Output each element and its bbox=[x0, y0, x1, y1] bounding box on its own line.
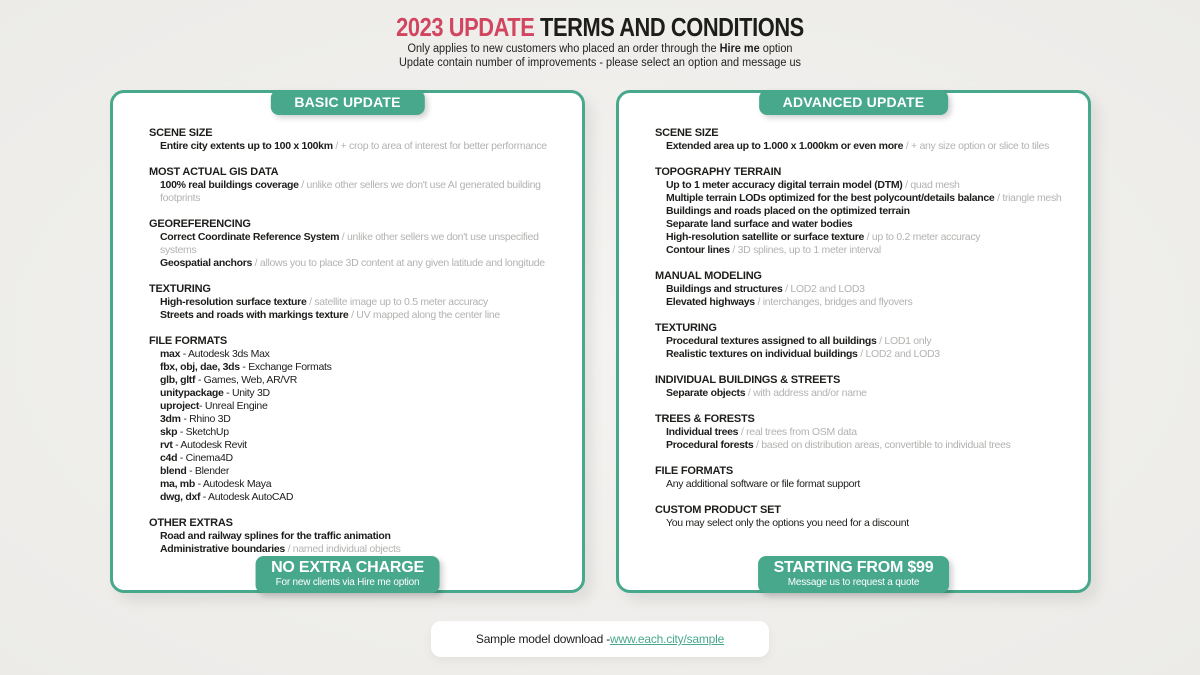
feature-item: Any additional software or file format support bbox=[666, 478, 860, 490]
advanced-update-panel bbox=[616, 90, 1091, 593]
basic-update-content bbox=[113, 93, 582, 556]
section-heading: INDIVIDUAL BUILDINGS & STREETS bbox=[655, 374, 841, 386]
feature-item: Up to 1 meter accuracy digital terrain model (DTM) / quad mesh bbox=[666, 179, 960, 191]
hire-me-emphasis: Hire me bbox=[719, 43, 760, 55]
section-heading: OTHER EXTRAS bbox=[149, 517, 233, 529]
feature-item: Road and railway splines for the traffic animation bbox=[160, 530, 391, 542]
feature-item: Individual trees / real trees from OSM data bbox=[666, 426, 857, 438]
feature-item: glb, gltf - Games, Web, AR/VR bbox=[160, 374, 297, 386]
feature-item: Buildings and roads placed on the optimized terrain bbox=[666, 205, 910, 217]
page-title-accent: 2023 UPDATE bbox=[396, 12, 535, 42]
section-heading: SCENE SIZE bbox=[655, 127, 719, 139]
feature-item: 3dm - Rhino 3D bbox=[160, 413, 231, 425]
feature-item: Streets and roads with markings texture / UV mapped along the center line bbox=[160, 309, 500, 321]
section-heading: GEOREFERENCING bbox=[149, 218, 251, 230]
feature-item: fbx, obj, dae, 3ds - Exchange Formats bbox=[160, 361, 332, 373]
feature-item: Administrative boundaries / named individual objects bbox=[160, 543, 401, 555]
feature-item: Extended area up to 1.000 x 1.000km or even more / + any size option or slice to tiles bbox=[666, 140, 1050, 152]
feature-item: Geospatial anchors / allows you to place 3D content at any given latitude and longitude bbox=[160, 257, 545, 269]
advanced-update-price-badge bbox=[758, 556, 950, 593]
section-heading: FILE FORMATS bbox=[149, 335, 228, 347]
feature-item: uproject- Unreal Engine bbox=[160, 400, 268, 412]
page-header bbox=[0, 12, 1200, 70]
advanced-update-badge: ADVANCED UPDATE bbox=[759, 90, 949, 115]
sample-download-label: Sample model download - bbox=[475, 632, 611, 646]
subtitle-line-1 bbox=[30, 43, 1170, 57]
section-other-extras bbox=[149, 517, 576, 556]
section-scene-size bbox=[149, 127, 576, 153]
feature-item: dwg, dxf - Autodesk AutoCAD bbox=[160, 491, 294, 503]
section-texturing bbox=[149, 283, 576, 322]
subtitle-1-post: option bbox=[759, 43, 793, 55]
subtitle-1-pre: Only applies to new customers who placed an order through the bbox=[407, 43, 720, 55]
section-heading: MOST ACTUAL GIS DATA bbox=[149, 166, 279, 178]
feature-item: Realistic textures on individual buildings / LOD2 and LOD3 bbox=[666, 348, 940, 360]
section-georeferencing bbox=[149, 218, 576, 270]
section-heading: TEXTURING bbox=[149, 283, 211, 295]
page-title bbox=[96, 12, 1104, 43]
feature-item: Procedural textures assigned to all buildings / LOD1 only bbox=[666, 335, 932, 347]
basic-update-badge: BASIC UPDATE bbox=[270, 90, 424, 115]
section-custom-product-set bbox=[655, 504, 1082, 530]
section-heading: TEXTURING bbox=[655, 322, 717, 334]
section-file-formats bbox=[655, 465, 1082, 491]
section-manual-modeling bbox=[655, 270, 1082, 309]
section-heading: FILE FORMATS bbox=[655, 465, 734, 477]
sample-download-link[interactable]: www.each.city/sample bbox=[610, 632, 725, 646]
feature-item: High-resolution surface texture / satellite image up to 0.5 meter accuracy bbox=[160, 296, 488, 308]
section-scene-size bbox=[655, 127, 1082, 153]
price-badge-subtitle: Message us to request a quote bbox=[787, 577, 920, 588]
sample-download-bar bbox=[431, 621, 769, 657]
section-individual-buildings-streets bbox=[655, 374, 1082, 400]
section-heading: SCENE SIZE bbox=[149, 127, 213, 139]
feature-item: Correct Coordinate Reference System / unlike other sellers we don't use unspecified systems bbox=[160, 231, 539, 256]
subtitle-line-2: Update contain number of improvements - please select an option and message us bbox=[398, 56, 802, 69]
feature-item: max - Autodesk 3ds Max bbox=[160, 348, 270, 360]
section-trees-forests bbox=[655, 413, 1082, 452]
feature-item: Entire city extents up to 100 x 100km / + crop to area of interest for better performance bbox=[160, 140, 547, 152]
feature-item: High-resolution satellite or surface texture / up to 0.2 meter accuracy bbox=[666, 231, 981, 243]
price-badge-title: NO EXTRA CHARGE bbox=[271, 559, 424, 576]
feature-item: Contour lines / 3D splines, up to 1 meter interval bbox=[666, 244, 881, 256]
section-texturing bbox=[655, 322, 1082, 361]
page-title-rest: TERMS AND CONDITIONS bbox=[540, 12, 804, 42]
section-heading: MANUAL MODELING bbox=[655, 270, 762, 282]
feature-item: blend - Blender bbox=[160, 465, 230, 477]
price-badge-title: STARTING FROM $99 bbox=[773, 559, 934, 576]
price-badge-subtitle: For new clients via Hire me option bbox=[275, 577, 420, 588]
feature-item: unitypackage - Unity 3D bbox=[160, 387, 270, 399]
section-most-actual-gis-data bbox=[149, 166, 576, 205]
feature-item: rvt - Autodesk Revit bbox=[160, 439, 247, 451]
section-heading: CUSTOM PRODUCT SET bbox=[655, 504, 781, 516]
section-topography-terrain bbox=[655, 166, 1082, 257]
feature-item: ma, mb - Autodesk Maya bbox=[160, 478, 272, 490]
feature-item: Elevated highways / interchanges, bridges and flyovers bbox=[666, 296, 913, 308]
advanced-update-content bbox=[619, 93, 1088, 530]
section-heading: TOPOGRAPHY TERRAIN bbox=[655, 166, 782, 178]
feature-item: Procedural forests / based on distribution areas, convertible to individual trees bbox=[666, 439, 1011, 451]
section-heading: TREES & FORESTS bbox=[655, 413, 755, 425]
feature-item: Multiple terrain LODs optimized for the best polycount/details balance / triangle mesh bbox=[666, 192, 1062, 204]
section-file-formats bbox=[149, 335, 576, 504]
basic-update-price-badge bbox=[255, 556, 440, 593]
feature-item: You may select only the options you need for a discount bbox=[666, 517, 909, 529]
feature-item: c4d - Cinema4D bbox=[160, 452, 233, 464]
feature-item: 100% real buildings coverage / unlike other sellers we don't use AI generated building footprints bbox=[160, 179, 541, 204]
basic-update-panel bbox=[110, 90, 585, 593]
feature-item: skp - SketchUp bbox=[160, 426, 229, 438]
feature-item: Buildings and structures / LOD2 and LOD3 bbox=[666, 283, 865, 295]
feature-item: Separate objects / with address and/or name bbox=[666, 387, 867, 399]
feature-item: Separate land surface and water bodies bbox=[666, 218, 853, 230]
